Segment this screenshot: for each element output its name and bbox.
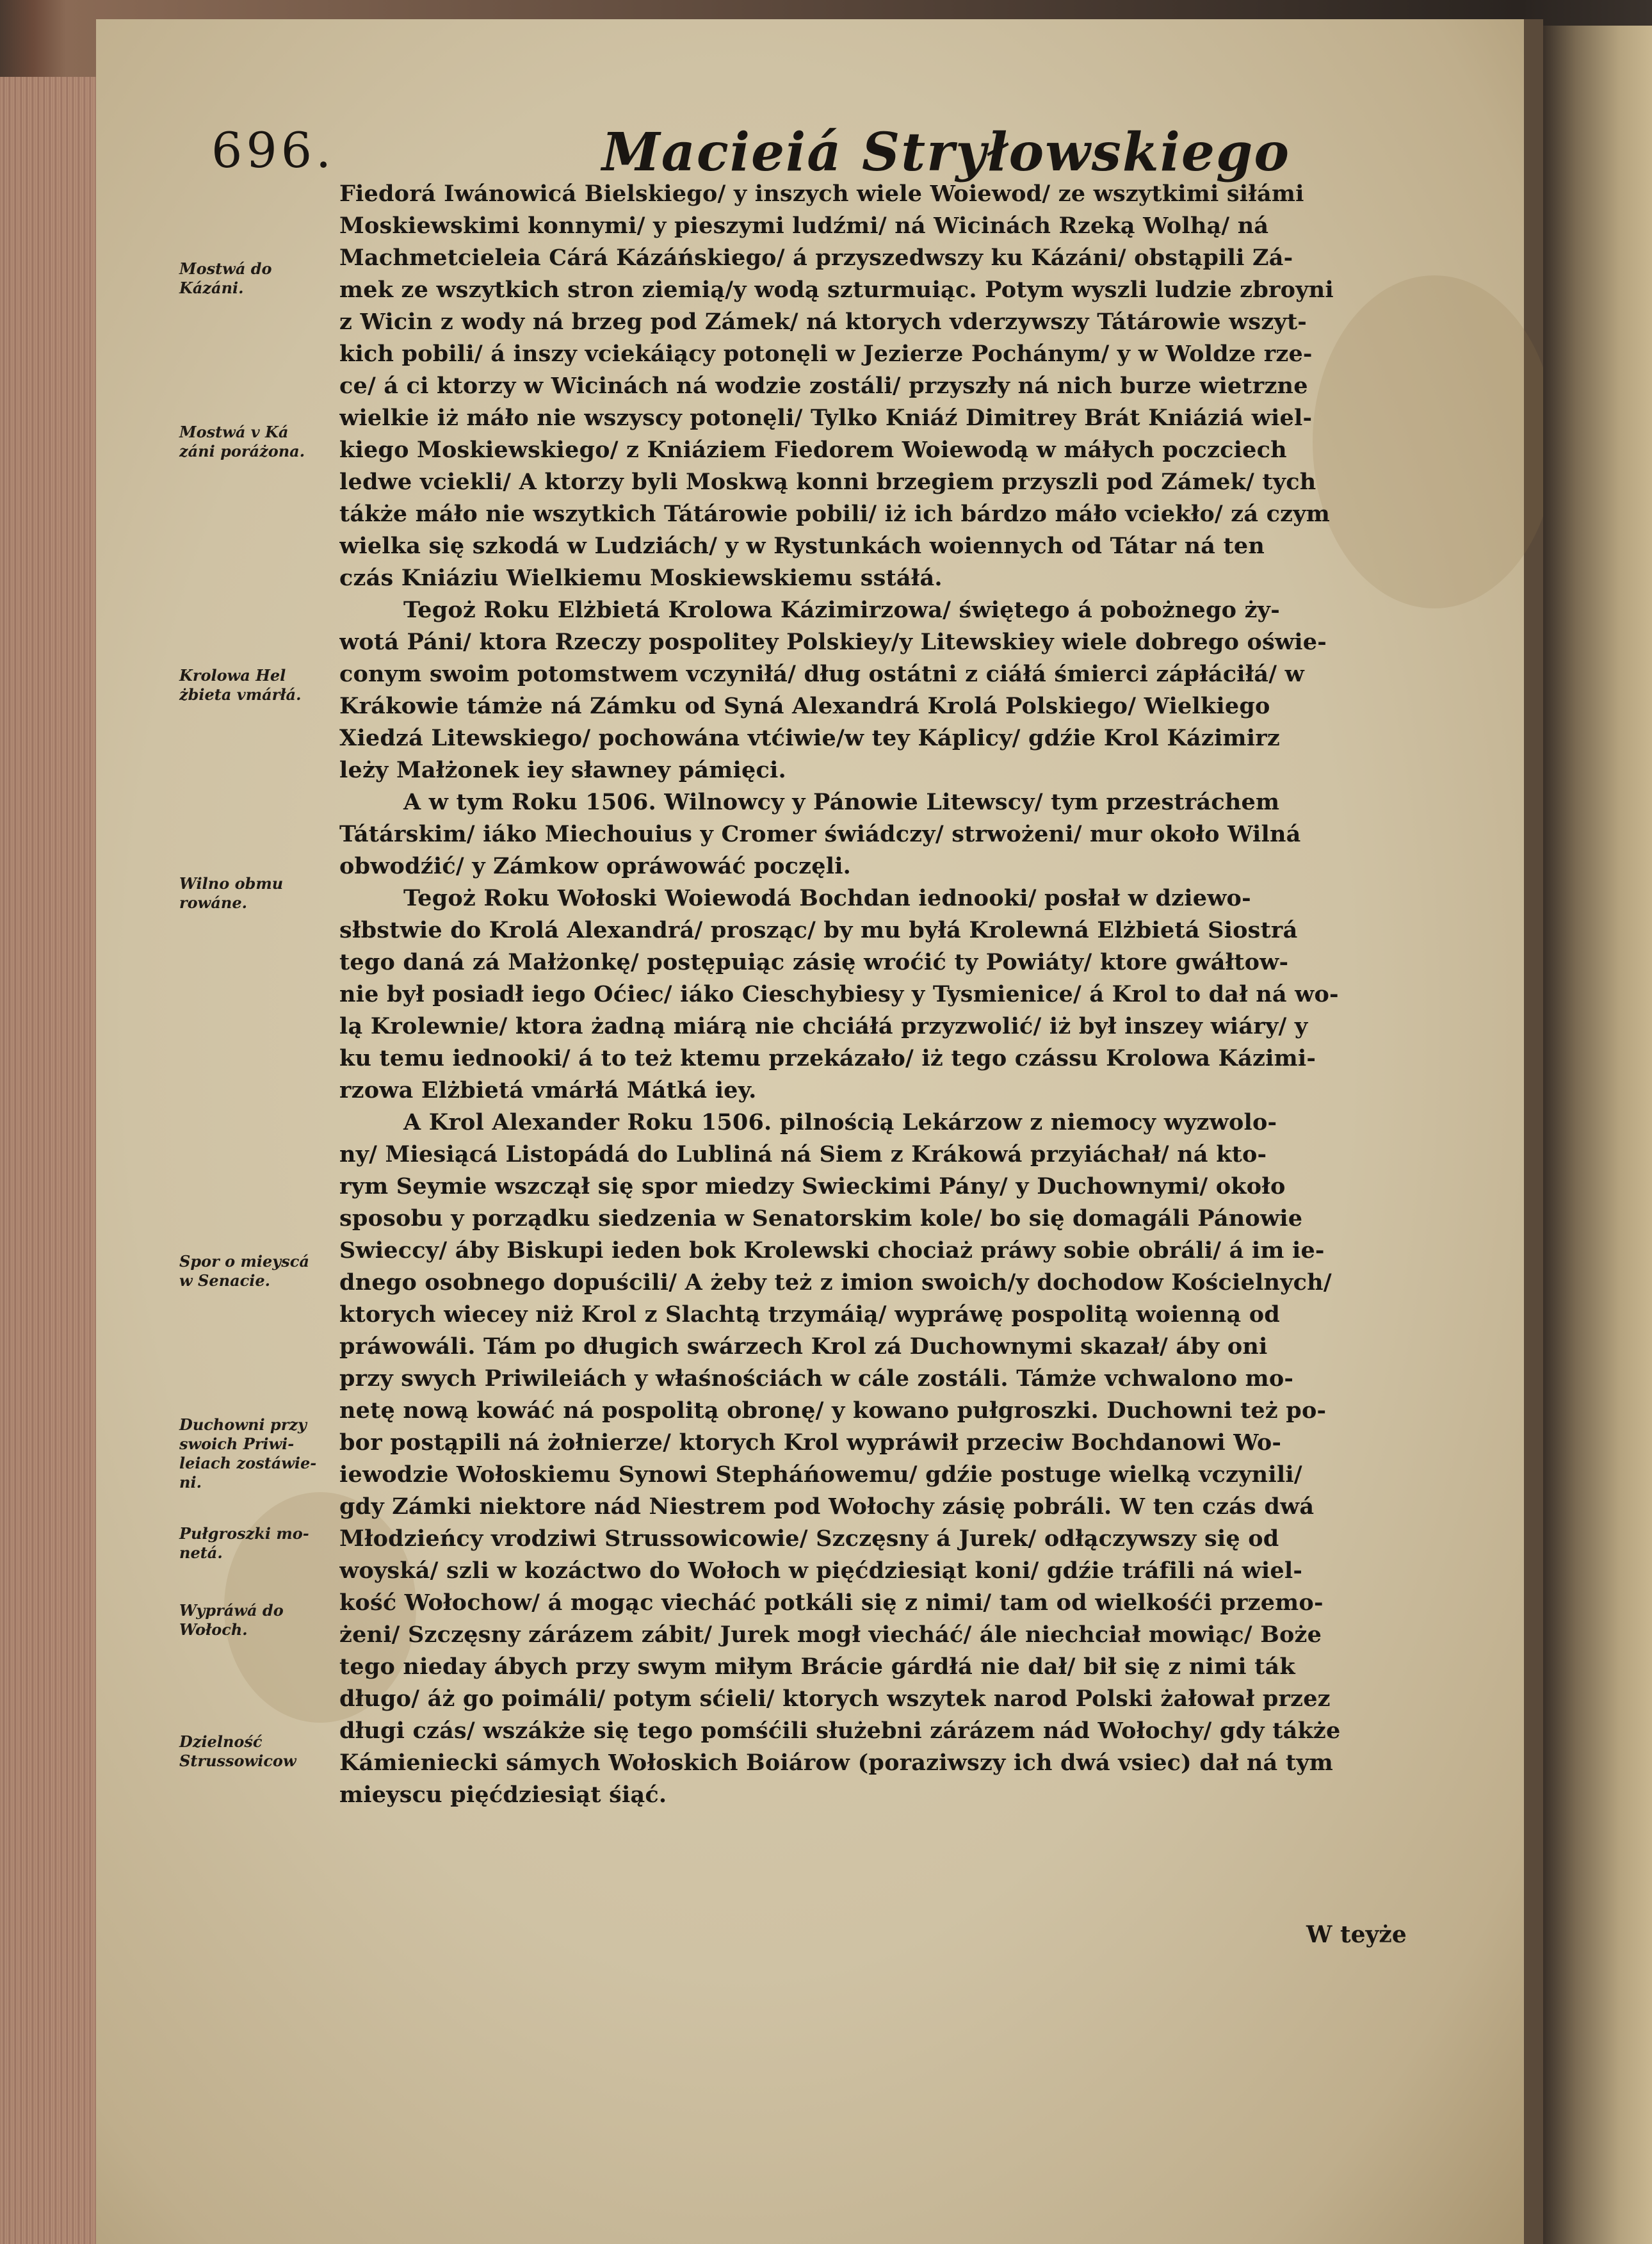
sidenote: Wypráwá do Wołoch.: [179, 1601, 284, 1639]
text-line: conym swoim potomstwem vczyniłá/ dług ostátni z ciáłá śmierci zápłáciłá/ w: [339, 661, 1304, 687]
sidenote: Pułgroszki mo- netá.: [179, 1524, 309, 1562]
sidenote: Wilno obmu rowáne.: [179, 874, 284, 912]
text-line: mieyscu pięćdziesiąt śiąć.: [339, 1782, 667, 1808]
text-line: A w tym Roku 1506. Wilnowcy y Pánowie Litewscy/ tym przestráchem: [403, 789, 1280, 815]
text-line: netę nową kowáć ná pospolitą obronę/ y kowano pułgroszki. Duchowni też po-: [339, 1397, 1327, 1424]
text-line: Tegoż Roku Elżbietá Krolowa Kázimirzowa/ świętego á pobożnego ży-: [403, 597, 1280, 623]
text-line: Moskiewskimi konnymi/ y pieszymi ludźmi/ ná Wicinách Rzeką Wolhą/ ná: [339, 213, 1269, 239]
text-line: Krákowie támże ná Zámku od Syná Alexandrá Krolá Polskiego/ Wielkiego: [339, 693, 1270, 719]
text-line: sposobu y porządku siedzenia w Senatorskim kole/ bo się domagáli Pánowie: [339, 1205, 1303, 1232]
text-line: wielka się szkodá w Ludziách/ y w Rystunkách woiennych od Tátar ná ten: [339, 533, 1265, 559]
text-line: iewodzie Wołoskiemu Synowi Stepháńowemu/ gdźie postuge wielką vczynili/: [339, 1461, 1302, 1488]
text-line: ktorych wiecey niż Krol z Slachtą trzymáią/ wypráwę pospolitą woienną od: [339, 1301, 1280, 1328]
text-line: tákże máło nie wszytkich Tátárowie pobili/ iż ich bárdzo máło vciekło/ zá czym: [339, 501, 1330, 527]
text-line: lą Krolewnie/ ktora żadną miárą nie chciáłá przyzwolić/ iż był inszey wiáry/ y: [339, 1013, 1308, 1039]
text-line: ku temu iednooki/ á to też ktemu przekázało/ iż tego czássu Krolowa Kázimi-: [339, 1045, 1316, 1071]
marginal-notes: [179, 192, 339, 1921]
page-header: [211, 109, 1428, 186]
text-line: ce/ á ci ktorzy w Wicinách ná wodzie zostáli/ przyszły ná nich burze wietrzne: [339, 373, 1308, 399]
text-line: kiego Moskiewskiego/ z Kniáziem Fiedorem Woiewodą w máłych poczciech: [339, 437, 1287, 463]
sidenote: Krolowa Hel żbieta vmárłá.: [179, 666, 302, 704]
text-line: długi czás/ wszákże się tego pomśćili służebni zárázem nád Wołochy/ gdy tákże: [339, 1718, 1341, 1744]
facing-page-edge: [1543, 26, 1652, 2244]
text-line: przy swych Priwileiách y właśnościách w cále zostáli. Támże vchwalono mo-: [339, 1365, 1294, 1392]
text-line: dnego osobnego dopuścili/ A żeby też z imion swoich/y dochodow Kościelnych/: [339, 1269, 1332, 1296]
text-line: mek ze wszytkich stron ziemią/y wodą szturmuiąc. Potym wyszli ludzie zbroyni: [339, 277, 1334, 303]
text-line: Tátárskim/ iáko Miechouius y Cromer świádczy/ strwożeni/ mur około Wilná: [339, 821, 1301, 847]
text-line: woyská/ szli w kozáctwo do Wołoch w pięćdziesiąt koni/ gdźie tráfili ná wiel-: [339, 1557, 1303, 1584]
text-line: A Krol Alexander Roku 1506. pilnością Lekárzow z niemocy wyzwolo-: [403, 1109, 1277, 1135]
running-head: Macieiá Stryłowskiego: [602, 122, 1291, 183]
text-line: gdy Zámki niektore nád Niestrem pod Wołochy zásię pobráli. W ten czás dwá: [339, 1493, 1315, 1520]
text-line: rzowa Elżbietá vmárłá Mátká iey.: [339, 1077, 757, 1103]
text-line: wielkie iż máło nie wszyscy potonęli/ Tylko Kniáź Dimitrey Brát Kniáziá wiel-: [339, 405, 1313, 431]
page-number: 696.: [211, 122, 336, 179]
text-line: rym Seymie wszczął się spor miedzy Swieckimi Pány/ y Duchownymi/ około: [339, 1173, 1286, 1199]
text-line: práwowáli. Tám po długich swárzech Krol zá Duchownymi skazał/ áby oni: [339, 1333, 1268, 1360]
text-line: ny/ Miesiącá Listopádá do Lubliná ná Siem z Krákowá przyiáchał/ ná kto-: [339, 1141, 1267, 1167]
text-line: [339, 1811, 1421, 1843]
text-line: z Wicin z wody ná brzeg pod Zámek/ ná ktorych vderzywszy Tátárowie wszyt-: [339, 309, 1308, 335]
text-line: leży Małżonek iey sławney pámięci.: [339, 757, 786, 783]
text-line: tego nieday ábych przy swym miłym Brácie gárdłá nie dał/ bił się z nimi ták: [339, 1654, 1295, 1680]
text-line: Młodzieńcy vrodziwi Strussowicowie/ Szczęsny á Jurek/ odłączywszy się od: [339, 1525, 1279, 1552]
text-line: ledwe vciekli/ A ktorzy byli Moskwą konni brzegiem przyszli pod Zámek/ tych: [339, 469, 1316, 495]
text-line: Swieccy/ áby Biskupi ieden bok Krolewski chociaż práwy sobie obráli/ á im ie-: [339, 1237, 1325, 1264]
text-line: długo/ áż go poimáli/ potym sćieli/ ktorych wszytek narod Polski żałował przez: [339, 1686, 1331, 1712]
text-line: tego daná zá Małżonkę/ postępuiąc zásię wroćić ty Powiáty/ ktore gwáłtow-: [339, 949, 1289, 975]
text-line: Fiedorá Iwánowicá Bielskiego/ y inszych wiele Woiewod/ ze wszytkimi siłámi: [339, 181, 1304, 207]
text-line: Tegoż Roku Wołoski Woiewodá Bochdan iednooki/ posłał w dziewo-: [403, 885, 1251, 911]
text-line: wotá Páni/ ktora Rzeczy pospolitey Polskiey/y Litewskiey wiele dobrego oświe-: [339, 629, 1327, 655]
text-line: Machmetcieleia Cárá Kázáńskiego/ á przyszedwszy ku Kázáni/ obstąpili Zá-: [339, 245, 1293, 271]
sidenote: Duchowni przy swoich Priwi- leiach zostáwie- ni.: [179, 1415, 317, 1492]
body-text: [339, 178, 1421, 1843]
text-line: bor postąpili ná żołnierze/ ktorych Krol wypráwił przeciw Bochdanowi Wo-: [339, 1429, 1282, 1456]
text-line: żeni/ Szczęsny zárázem zábit/ Jurek mogł viecháć/ ále niechciał mowiąc/ Boże: [339, 1622, 1322, 1648]
sidenote: Spor o mieyscá w Senacie.: [179, 1252, 309, 1290]
sidenote: Mostwá do Kázáni.: [179, 259, 272, 297]
text-line: obwodźić/ y Zámkow opráwowáć poczęli.: [339, 853, 852, 879]
text-line: kość Wołochow/ á mogąc viecháć potkáli się z nimi/ tam od wielkośći przemo-: [339, 1590, 1324, 1616]
text-line: nie był posiadł iego Oćiec/ iáko Cieschybiesy y Tysmienice/ á Krol to dał ná wo-: [339, 981, 1339, 1007]
text-line: Xiedzá Litewskiego/ pochowána vtćiwie/w tey Káplicy/ gdźie Krol Kázimirz: [339, 725, 1280, 751]
sidenote: Mostwá v Ká záni poráżona.: [179, 423, 305, 460]
text-line: Kámieniecki sámych Wołoskich Boiárow (poraziwszy ich dwá vsiec) dał ná tym: [339, 1750, 1333, 1776]
text-line: kich pobili/ á inszy vciekáiący potonęli w Jezierze Pochánym/ y w Woldze rze-: [339, 341, 1313, 367]
catchword: W teyże: [1306, 1921, 1407, 1948]
text-line: czás Kniáziu Wielkiemu Moskiewskiemu sstáłá.: [339, 565, 943, 591]
sidenote: Dzielność Strussowicow: [179, 1732, 296, 1770]
text-line: słbstwie do Krolá Alexandrá/ prosząc/ by mu byłá Krolewná Elżbietá Siostrá: [339, 917, 1298, 943]
